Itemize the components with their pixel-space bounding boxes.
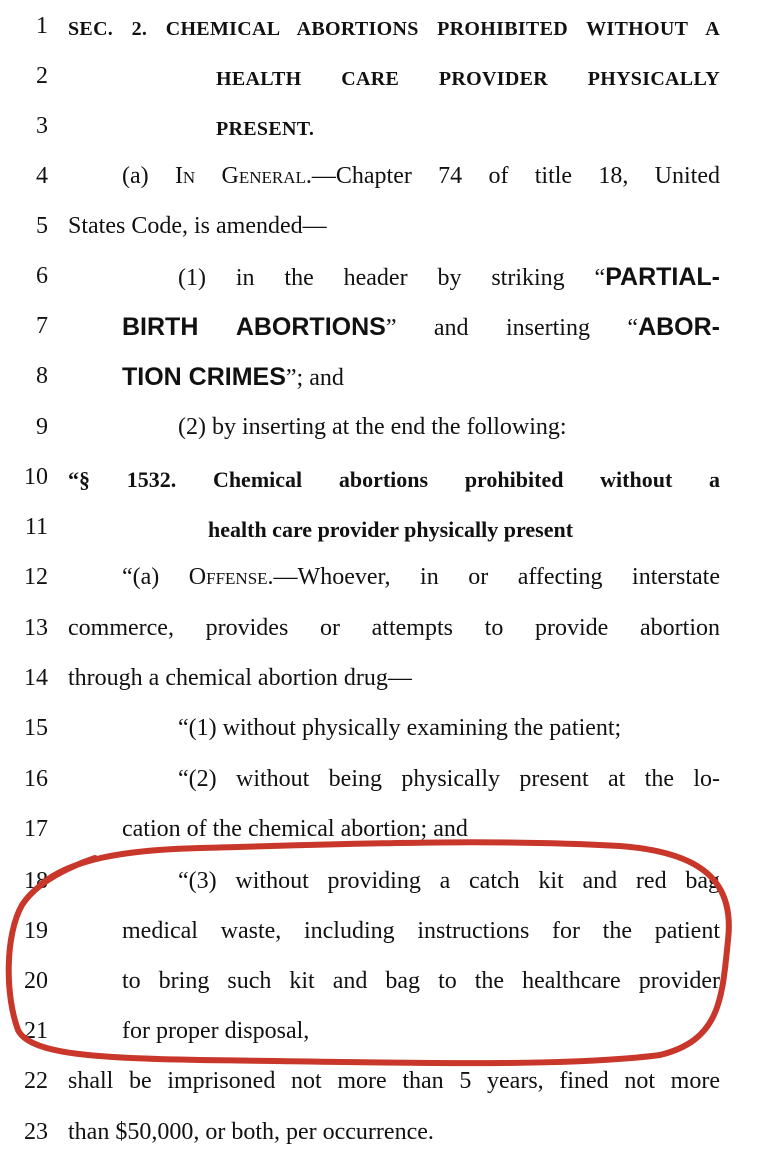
paragraph-1-cont [122,313,720,342]
line-number: 15 [24,715,48,741]
line-number: 4 [36,163,48,189]
subsection-a-text [122,163,720,190]
line-19 [0,908,769,958]
line-10 [0,454,769,504]
body-text: ”; and [285,365,344,391]
subsection-heading: In General [174,163,306,189]
item-3-cont: medical waste, including instructions for the patient [122,918,720,944]
line-number: 12 [24,564,48,590]
line-number: 1 [36,13,48,39]
body-text: (1) in the header by striking “ [178,265,606,291]
penalty-text-end: than $50,000, or both, per occurrence. [68,1119,434,1145]
section-heading-cont: HEALTH CARE PROVIDER PHYSICALLY [216,68,720,90]
body-text: through a chemical abortion drug— [68,665,412,691]
item-1-text: “(1) without physically examining the patient; [178,715,622,741]
line-8 [0,353,769,403]
line-number: 5 [36,213,48,239]
line-number: 6 [36,263,48,289]
inserted-term: ABOR- [638,313,720,341]
line-17 [0,806,769,856]
line-number: 10 [24,464,48,490]
line-number: 18 [24,868,48,894]
line-number: 13 [24,615,48,641]
struck-term: PARTIAL- [605,263,720,291]
item-3-end: for proper disposal, [122,1018,310,1044]
item-3-cont: to bring such kit and bag to the healthcare provider [122,968,720,994]
body-text: States Code, is amended— [68,213,327,239]
item-2-text: “(2) without being physically present at the lo- [178,766,720,792]
new-section-heading: “§ 1532. Chemical abortions prohibited without a [68,467,720,492]
line-2 [0,53,769,103]
new-section-heading-cont: health care provider physically present [208,517,574,542]
line-number: 9 [36,414,48,440]
paragraph-1-end [122,363,344,392]
line-22 [0,1058,769,1108]
line-number: 16 [24,766,48,792]
line-number: 7 [36,313,48,339]
line-23 [0,1109,769,1159]
line-11 [0,504,769,554]
inserted-term: TION CRIMES [122,363,286,391]
line-number: 21 [24,1018,48,1044]
body-text: ” and inserting “ [385,315,639,341]
line-number: 17 [24,816,48,842]
line-number: 22 [24,1068,48,1094]
line-9 [0,404,769,454]
line-15 [0,705,769,755]
paragraph-1-text [178,263,720,292]
line-1 [0,3,769,53]
item-3-text: “(3) without providing a catch kit and red bag [178,868,720,894]
line-3 [0,103,769,153]
subsection-body: .—Whoever, in or affecting interstate [267,564,720,590]
subsection-marker: (a) [122,163,175,189]
line-number: 8 [36,363,48,389]
line-number: 19 [24,918,48,944]
body-text: commerce, provides or attempts to provide abortion [68,615,720,641]
line-13 [0,605,769,655]
line-18 [0,858,769,908]
line-4 [0,153,769,203]
section-heading: SEC. 2. CHEMICAL ABORTIONS PROHIBITED WITHOUT A [68,18,720,40]
penalty-text: shall be imprisoned not more than 5 years, fined not more [68,1068,720,1094]
line-number: 11 [24,514,48,540]
line-number: 14 [24,665,48,691]
line-20 [0,958,769,1008]
line-21 [0,1008,769,1058]
line-14 [0,655,769,705]
subsection-marker: “(a) [122,564,189,590]
line-16 [0,756,769,806]
line-12 [0,554,769,604]
line-number: 20 [24,968,48,994]
line-number: 23 [24,1119,48,1145]
line-number: 2 [36,63,48,89]
subsection-body: .—Chapter 74 of title 18, United [305,163,720,189]
subsection-heading: Offense [188,564,268,590]
section-heading-end: PRESENT. [216,118,315,140]
line-6 [0,253,769,303]
paragraph-2-text: (2) by inserting at the end the following: [178,414,567,440]
line-7 [0,303,769,353]
line-5 [0,203,769,253]
line-number: 3 [36,113,48,139]
item-2-cont: cation of the chemical abortion; and [122,816,468,842]
offense-text [122,564,720,591]
struck-term: BIRTH ABORTIONS [122,313,386,341]
